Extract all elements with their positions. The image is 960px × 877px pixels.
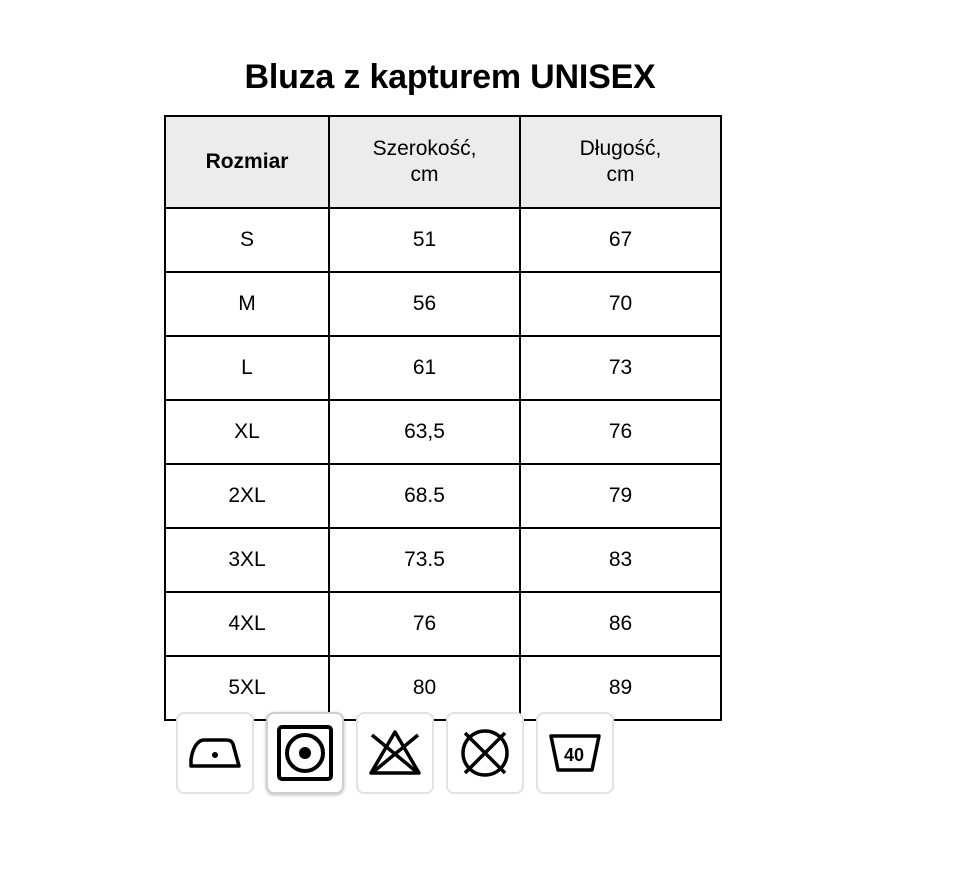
tumble-dry-normal-icon [276, 724, 334, 782]
cell-size: 3XL [165, 528, 329, 592]
cell-length: 76 [520, 400, 721, 464]
cell-width: 63,5 [329, 400, 520, 464]
wash-40-degrees-icon [546, 729, 604, 777]
column-header-width [329, 116, 520, 208]
cell-width: 51 [329, 208, 520, 272]
do-not-dry-clean-icon-box [446, 712, 524, 794]
column-header-width-line2: cm [410, 163, 439, 186]
column-header-length-line2: cm [606, 163, 635, 186]
wash-40-degrees-icon-box [536, 712, 614, 794]
table-row [165, 528, 721, 592]
tumble-dry-normal-icon-box [266, 712, 344, 794]
table-row [165, 464, 721, 528]
size-table [164, 115, 722, 721]
cell-size: 5XL [165, 656, 329, 720]
table-header [165, 116, 721, 208]
column-header-length [520, 116, 721, 208]
column-header-width-line1: Szerokość, [372, 136, 477, 160]
cell-length: 83 [520, 528, 721, 592]
cell-width: 73.5 [329, 528, 520, 592]
cell-length: 70 [520, 272, 721, 336]
table-row [165, 272, 721, 336]
iron-low-heat-icon [187, 730, 243, 776]
table-row [165, 656, 721, 720]
table-row [165, 208, 721, 272]
cell-length: 86 [520, 592, 721, 656]
care-instructions [176, 712, 614, 794]
cell-length: 73 [520, 336, 721, 400]
cell-width: 80 [329, 656, 520, 720]
do-not-bleach-icon [367, 727, 423, 779]
table-header-row [165, 116, 721, 208]
table-row [165, 592, 721, 656]
wash-temperature-label: 40 [563, 745, 585, 765]
cell-size: S [165, 208, 329, 272]
do-not-dry-clean-icon [457, 725, 513, 781]
cell-length: 89 [520, 656, 721, 720]
cell-size: 4XL [165, 592, 329, 656]
do-not-bleach-icon-box [356, 712, 434, 794]
table-body [165, 208, 721, 720]
cell-width: 61 [329, 336, 520, 400]
iron-low-heat-icon-box [176, 712, 254, 794]
cell-length: 79 [520, 464, 721, 528]
cell-size: XL [165, 400, 329, 464]
column-header-size-label: Rozmiar [205, 149, 289, 173]
column-header-length-line1: Długość, [579, 136, 662, 160]
cell-size: L [165, 336, 329, 400]
cell-width: 76 [329, 592, 520, 656]
table-row [165, 400, 721, 464]
cell-size: M [165, 272, 329, 336]
table-row [165, 336, 721, 400]
page-title: Bluza z kapturem UNISEX [244, 58, 656, 96]
cell-width: 68.5 [329, 464, 520, 528]
column-header-size [165, 116, 329, 208]
cell-size: 2XL [165, 464, 329, 528]
cell-length: 67 [520, 208, 721, 272]
cell-width: 56 [329, 272, 520, 336]
